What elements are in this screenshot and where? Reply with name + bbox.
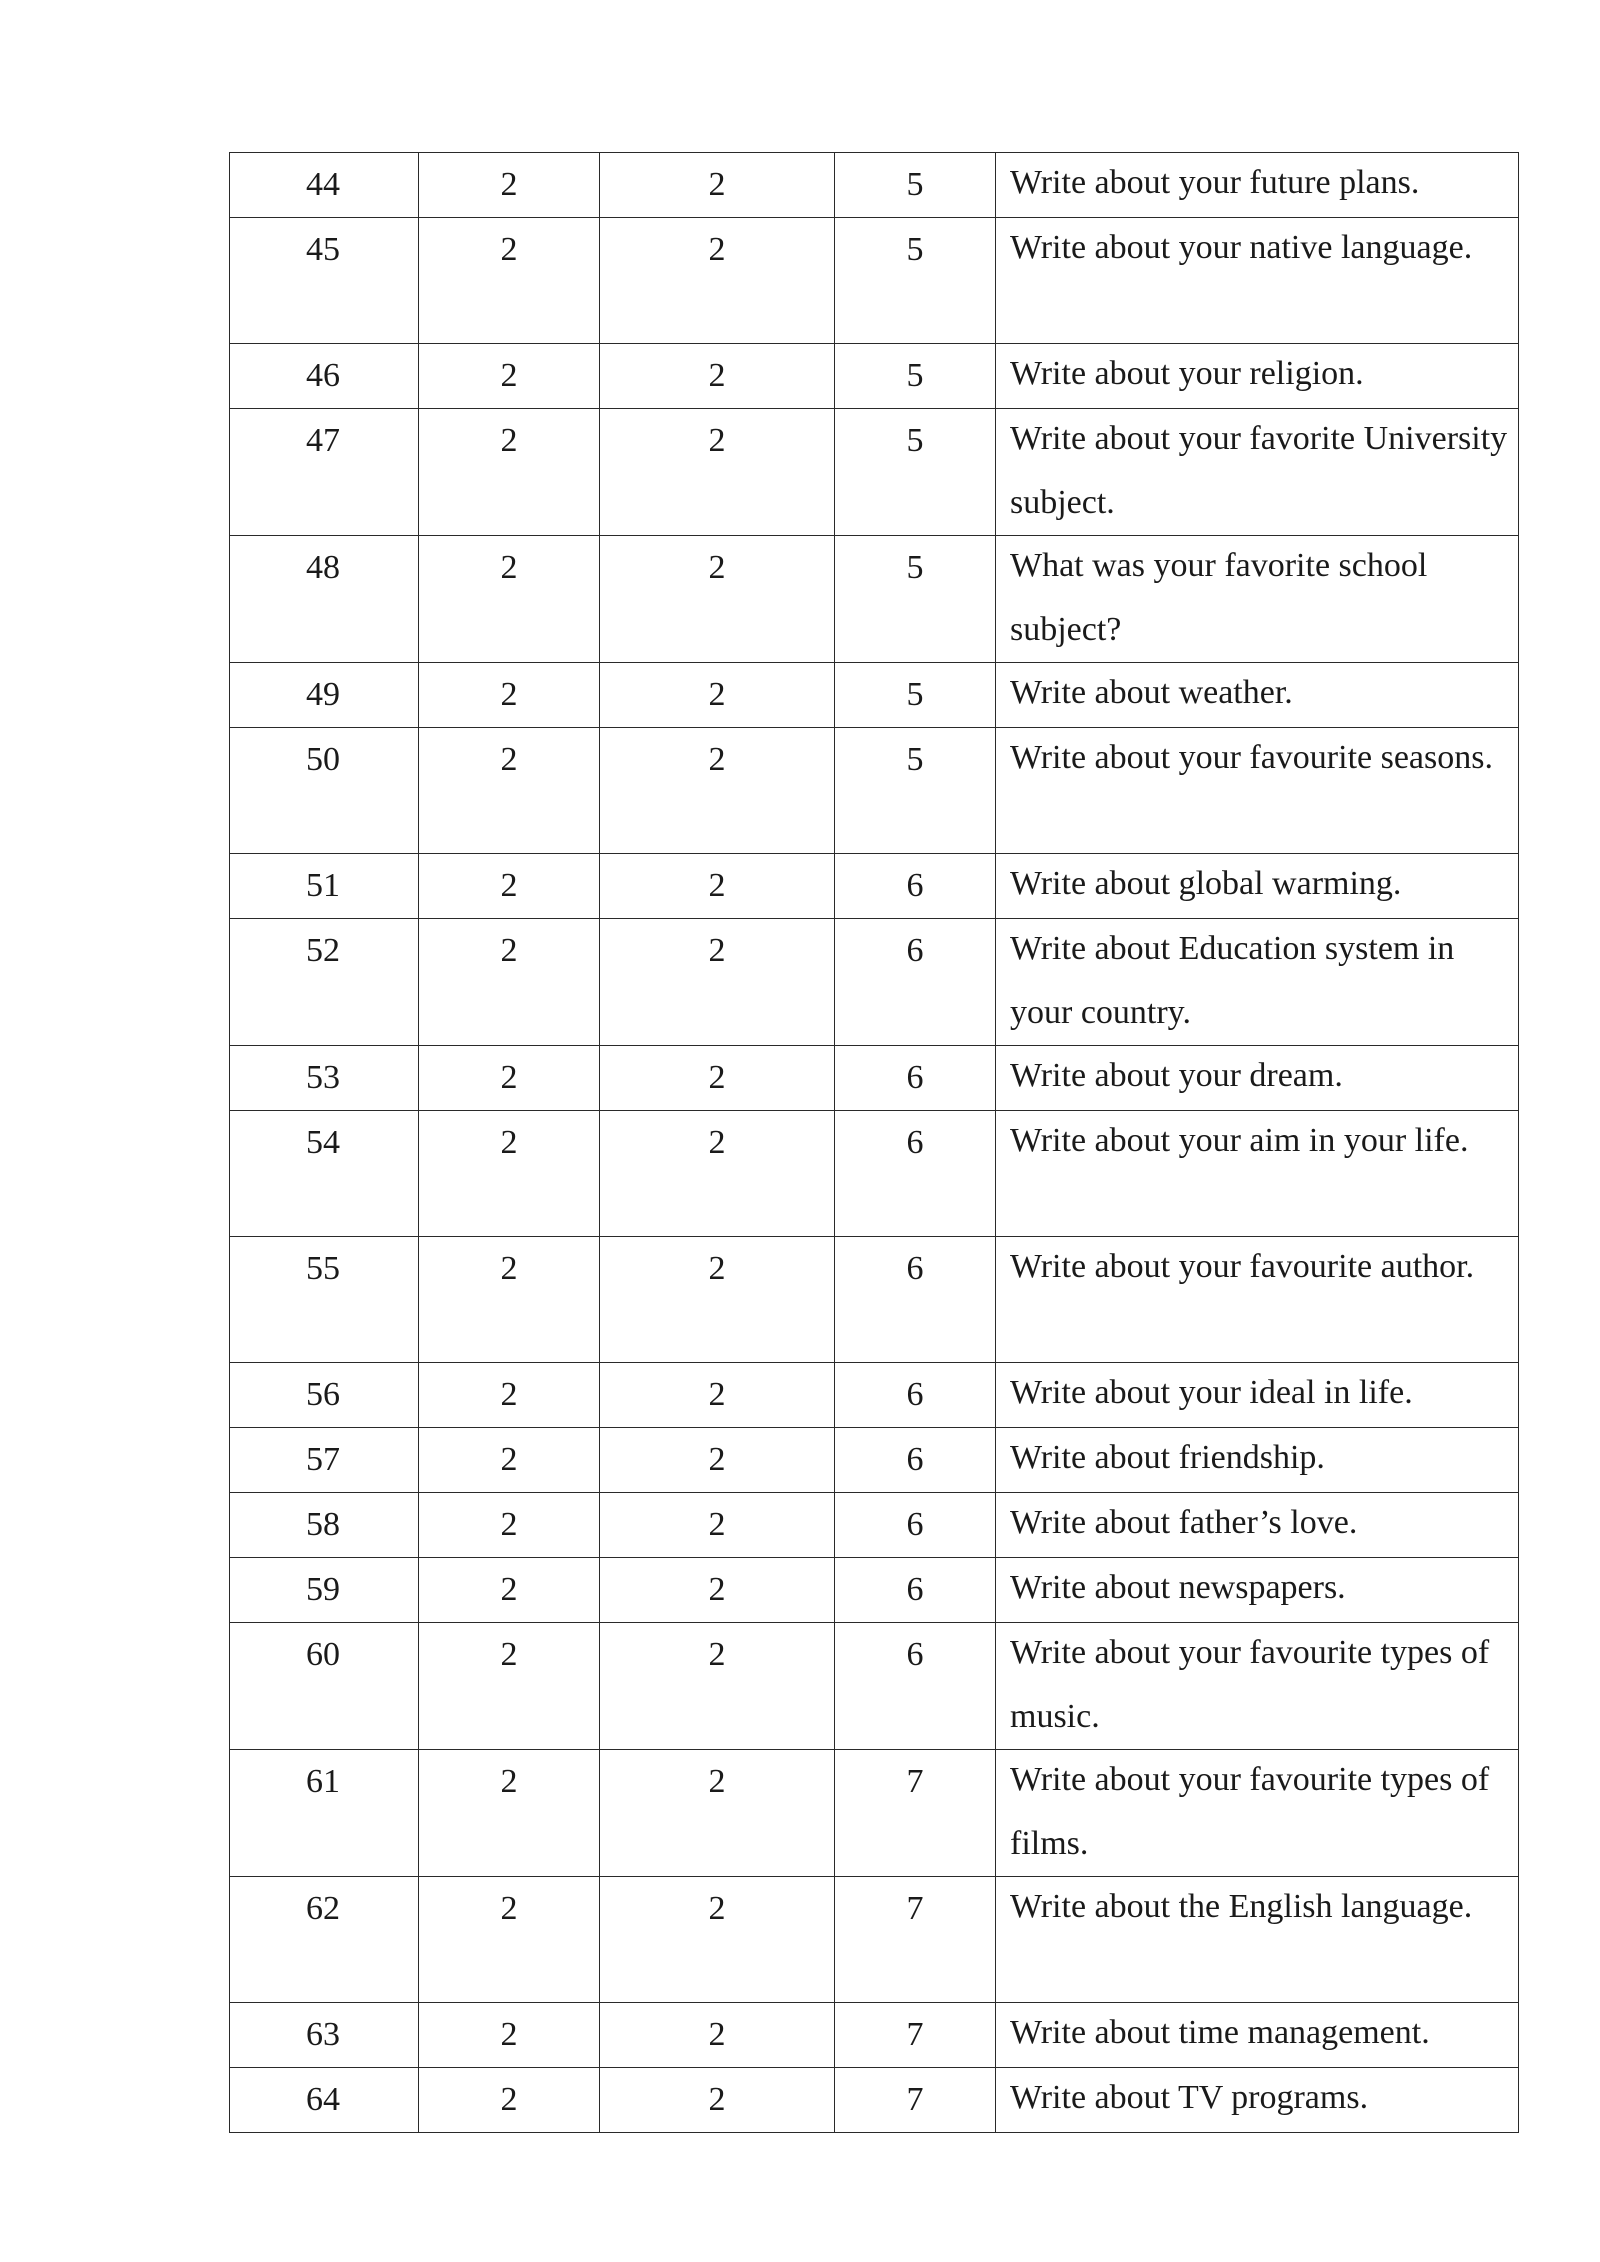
topic-cell — [996, 218, 1519, 344]
value-cell — [419, 536, 600, 663]
value-col2: 2 — [500, 1124, 518, 1161]
value-col4: 7 — [906, 1890, 924, 1927]
table-row — [230, 1046, 1519, 1111]
value-cell — [835, 218, 996, 344]
value-col4: 7 — [906, 2016, 924, 2053]
row-number-cell — [230, 919, 419, 1046]
topic-text: Write about your native language. — [1010, 229, 1473, 266]
topic-cell — [996, 1493, 1519, 1558]
value-cell — [600, 1111, 835, 1237]
topic-text: What was your favorite school subject? — [1010, 547, 1428, 648]
value-col2: 2 — [500, 1059, 518, 1096]
value-cell — [419, 854, 600, 919]
value-col2: 2 — [500, 1376, 518, 1413]
row-number: 47 — [306, 422, 340, 459]
topic-text: Write about your favorite University subject. — [1010, 420, 1508, 521]
value-cell — [419, 409, 600, 536]
row-number: 57 — [306, 1441, 340, 1478]
value-col2: 2 — [500, 676, 518, 713]
value-col3: 2 — [708, 867, 726, 904]
value-col2: 2 — [500, 1571, 518, 1608]
topic-cell — [996, 344, 1519, 409]
value-cell — [419, 1237, 600, 1363]
value-cell — [600, 218, 835, 344]
row-number-cell — [230, 1363, 419, 1428]
row-number-cell — [230, 1428, 419, 1493]
value-cell — [835, 1623, 996, 1750]
row-number-cell — [230, 1046, 419, 1111]
value-col3: 2 — [708, 1763, 726, 1800]
row-number: 64 — [306, 2081, 340, 2118]
value-cell — [419, 919, 600, 1046]
value-cell — [835, 1111, 996, 1237]
topic-cell — [996, 409, 1519, 536]
row-number: 45 — [306, 231, 340, 268]
value-col4: 6 — [906, 1250, 924, 1287]
row-number: 48 — [306, 549, 340, 586]
value-cell — [600, 409, 835, 536]
value-cell — [419, 1558, 600, 1623]
value-col4: 6 — [906, 932, 924, 969]
topic-text: Write about father’s love. — [1010, 1504, 1358, 1541]
value-cell — [419, 218, 600, 344]
row-number-cell — [230, 2068, 419, 2133]
value-cell — [419, 663, 600, 728]
topic-cell — [996, 2003, 1519, 2068]
topic-text: Write about your future plans. — [1010, 164, 1420, 201]
topic-cell — [996, 1623, 1519, 1750]
row-number-cell — [230, 409, 419, 536]
row-number: 52 — [306, 932, 340, 969]
value-cell — [600, 2068, 835, 2133]
row-number: 46 — [306, 357, 340, 394]
value-col2: 2 — [500, 867, 518, 904]
value-cell — [835, 536, 996, 663]
topic-cell — [996, 1046, 1519, 1111]
row-number-cell — [230, 344, 419, 409]
topic-text: Write about Education system in your country. — [1010, 930, 1455, 1031]
value-col4: 5 — [906, 549, 924, 586]
value-col3: 2 — [708, 1441, 726, 1478]
row-number-cell — [230, 854, 419, 919]
value-col3: 2 — [708, 231, 726, 268]
value-cell — [600, 1363, 835, 1428]
value-col3: 2 — [708, 2016, 726, 2053]
value-cell — [600, 1877, 835, 2003]
value-cell — [419, 2003, 600, 2068]
value-cell — [419, 344, 600, 409]
value-cell — [600, 536, 835, 663]
topic-text: Write about the English language. — [1010, 1888, 1473, 1925]
table-row — [230, 663, 1519, 728]
topic-cell — [996, 153, 1519, 218]
table-body — [230, 153, 1519, 2133]
value-cell — [419, 1111, 600, 1237]
value-col2: 2 — [500, 1636, 518, 1673]
table-row — [230, 218, 1519, 344]
table-row — [230, 1428, 1519, 1493]
value-col2: 2 — [500, 1506, 518, 1543]
topic-text: Write about global warming. — [1010, 865, 1402, 902]
row-number: 54 — [306, 1124, 340, 1161]
table-row — [230, 854, 1519, 919]
value-cell — [835, 728, 996, 854]
table-row — [230, 536, 1519, 663]
value-col4: 7 — [906, 1763, 924, 1800]
value-cell — [419, 1623, 600, 1750]
value-cell — [835, 2003, 996, 2068]
table-row — [230, 728, 1519, 854]
value-cell — [835, 1877, 996, 2003]
value-col2: 2 — [500, 231, 518, 268]
row-number: 51 — [306, 867, 340, 904]
value-cell — [419, 1046, 600, 1111]
value-col4: 6 — [906, 1376, 924, 1413]
row-number: 53 — [306, 1059, 340, 1096]
value-col3: 2 — [708, 422, 726, 459]
value-col2: 2 — [500, 1250, 518, 1287]
topic-cell — [996, 919, 1519, 1046]
row-number: 49 — [306, 676, 340, 713]
value-cell — [835, 409, 996, 536]
topic-text: Write about newspapers. — [1010, 1569, 1346, 1606]
row-number-cell — [230, 663, 419, 728]
value-cell — [419, 1493, 600, 1558]
value-cell — [600, 1493, 835, 1558]
row-number: 56 — [306, 1376, 340, 1413]
table-row — [230, 1623, 1519, 1750]
table-row — [230, 409, 1519, 536]
row-number-cell — [230, 218, 419, 344]
value-col3: 2 — [708, 741, 726, 778]
value-cell — [419, 153, 600, 218]
topic-text: Write about your favourite seasons. — [1010, 739, 1493, 776]
topic-cell — [996, 1363, 1519, 1428]
topic-text: Write about time management. — [1010, 2014, 1430, 2051]
row-number: 61 — [306, 1763, 340, 1800]
topic-cell — [996, 536, 1519, 663]
table-row — [230, 1558, 1519, 1623]
table-row — [230, 153, 1519, 218]
topic-cell — [996, 854, 1519, 919]
value-col2: 2 — [500, 357, 518, 394]
topic-text: Write about your ideal in life. — [1010, 1374, 1413, 1411]
row-number: 55 — [306, 1250, 340, 1287]
table-row — [230, 2068, 1519, 2133]
value-cell — [600, 344, 835, 409]
value-cell — [600, 1046, 835, 1111]
value-col3: 2 — [708, 1059, 726, 1096]
value-col3: 2 — [708, 2081, 726, 2118]
value-col3: 2 — [708, 1124, 726, 1161]
topic-text: Write about friendship. — [1010, 1439, 1325, 1476]
row-number-cell — [230, 1877, 419, 2003]
value-col3: 2 — [708, 549, 726, 586]
value-cell — [419, 1877, 600, 2003]
row-number-cell — [230, 1750, 419, 1877]
value-col4: 6 — [906, 1571, 924, 1608]
value-col2: 2 — [500, 2081, 518, 2118]
topic-cell — [996, 1558, 1519, 1623]
table-row — [230, 2003, 1519, 2068]
value-cell — [419, 2068, 600, 2133]
value-col2: 2 — [500, 1890, 518, 1927]
value-col3: 2 — [708, 932, 726, 969]
value-col2: 2 — [500, 1763, 518, 1800]
row-number: 50 — [306, 741, 340, 778]
row-number-cell — [230, 1237, 419, 1363]
row-number-cell — [230, 1493, 419, 1558]
table-row — [230, 1237, 1519, 1363]
value-col4: 5 — [906, 166, 924, 203]
value-col2: 2 — [500, 549, 518, 586]
row-number-cell — [230, 153, 419, 218]
table-row — [230, 919, 1519, 1046]
value-col4: 7 — [906, 2081, 924, 2118]
value-col4: 6 — [906, 1506, 924, 1543]
value-col4: 5 — [906, 741, 924, 778]
value-col2: 2 — [500, 932, 518, 969]
value-col2: 2 — [500, 741, 518, 778]
value-cell — [835, 153, 996, 218]
value-col4: 6 — [906, 1636, 924, 1673]
value-cell — [600, 1428, 835, 1493]
table-row — [230, 1363, 1519, 1428]
value-cell — [835, 1493, 996, 1558]
row-number-cell — [230, 1558, 419, 1623]
row-number: 62 — [306, 1890, 340, 1927]
topic-text: Write about weather. — [1010, 674, 1293, 711]
value-col4: 6 — [906, 1441, 924, 1478]
value-cell — [835, 344, 996, 409]
value-cell — [835, 1363, 996, 1428]
value-cell — [835, 1558, 996, 1623]
value-col3: 2 — [708, 1376, 726, 1413]
table-row — [230, 1877, 1519, 2003]
value-cell — [600, 663, 835, 728]
topic-text: Write about your favourite types of music. — [1010, 1634, 1490, 1735]
topic-text: Write about your religion. — [1010, 355, 1364, 392]
row-number-cell — [230, 536, 419, 663]
row-number-cell — [230, 1623, 419, 1750]
value-cell — [419, 728, 600, 854]
topic-text: Write about TV programs. — [1010, 2079, 1369, 2116]
value-col4: 6 — [906, 1124, 924, 1161]
row-number: 59 — [306, 1571, 340, 1608]
value-cell — [419, 1363, 600, 1428]
value-col3: 2 — [708, 1571, 726, 1608]
value-col4: 5 — [906, 422, 924, 459]
value-col3: 2 — [708, 357, 726, 394]
table-row — [230, 1750, 1519, 1877]
value-col3: 2 — [708, 1636, 726, 1673]
row-number: 63 — [306, 2016, 340, 2053]
value-col4: 6 — [906, 867, 924, 904]
value-cell — [419, 1750, 600, 1877]
value-col4: 5 — [906, 357, 924, 394]
value-col3: 2 — [708, 676, 726, 713]
value-cell — [835, 1237, 996, 1363]
value-col2: 2 — [500, 1441, 518, 1478]
value-cell — [600, 153, 835, 218]
value-cell — [835, 919, 996, 1046]
topic-cell — [996, 728, 1519, 854]
topic-cell — [996, 2068, 1519, 2133]
value-cell — [835, 1750, 996, 1877]
value-cell — [600, 1558, 835, 1623]
row-number-cell — [230, 1111, 419, 1237]
topic-text: Write about your favourite author. — [1010, 1248, 1475, 1285]
topic-cell — [996, 1111, 1519, 1237]
row-number-cell — [230, 728, 419, 854]
topics-table — [229, 152, 1519, 2133]
value-col4: 6 — [906, 1059, 924, 1096]
table-row — [230, 344, 1519, 409]
value-cell — [600, 1623, 835, 1750]
value-col3: 2 — [708, 1890, 726, 1927]
value-col4: 5 — [906, 676, 924, 713]
value-cell — [835, 663, 996, 728]
value-cell — [835, 2068, 996, 2133]
value-cell — [600, 919, 835, 1046]
row-number-cell — [230, 2003, 419, 2068]
value-col4: 5 — [906, 231, 924, 268]
value-col3: 2 — [708, 1250, 726, 1287]
row-number: 58 — [306, 1506, 340, 1543]
value-cell — [835, 1428, 996, 1493]
value-col2: 2 — [500, 2016, 518, 2053]
value-cell — [835, 1046, 996, 1111]
row-number: 44 — [306, 166, 340, 203]
value-col2: 2 — [500, 166, 518, 203]
topic-cell — [996, 663, 1519, 728]
value-cell — [600, 2003, 835, 2068]
value-cell — [600, 1750, 835, 1877]
topic-cell — [996, 1750, 1519, 1877]
table-row — [230, 1111, 1519, 1237]
value-cell — [600, 854, 835, 919]
value-cell — [600, 728, 835, 854]
value-cell — [419, 1428, 600, 1493]
topic-text: Write about your dream. — [1010, 1057, 1343, 1094]
value-col3: 2 — [708, 1506, 726, 1543]
topic-cell — [996, 1877, 1519, 2003]
topic-text: Write about your favourite types of films. — [1010, 1761, 1490, 1862]
topic-cell — [996, 1237, 1519, 1363]
topic-cell — [996, 1428, 1519, 1493]
row-number: 60 — [306, 1636, 340, 1673]
value-cell — [835, 854, 996, 919]
value-col3: 2 — [708, 166, 726, 203]
table-row — [230, 1493, 1519, 1558]
topic-text: Write about your aim in your life. — [1010, 1122, 1469, 1159]
value-col2: 2 — [500, 422, 518, 459]
value-cell — [600, 1237, 835, 1363]
